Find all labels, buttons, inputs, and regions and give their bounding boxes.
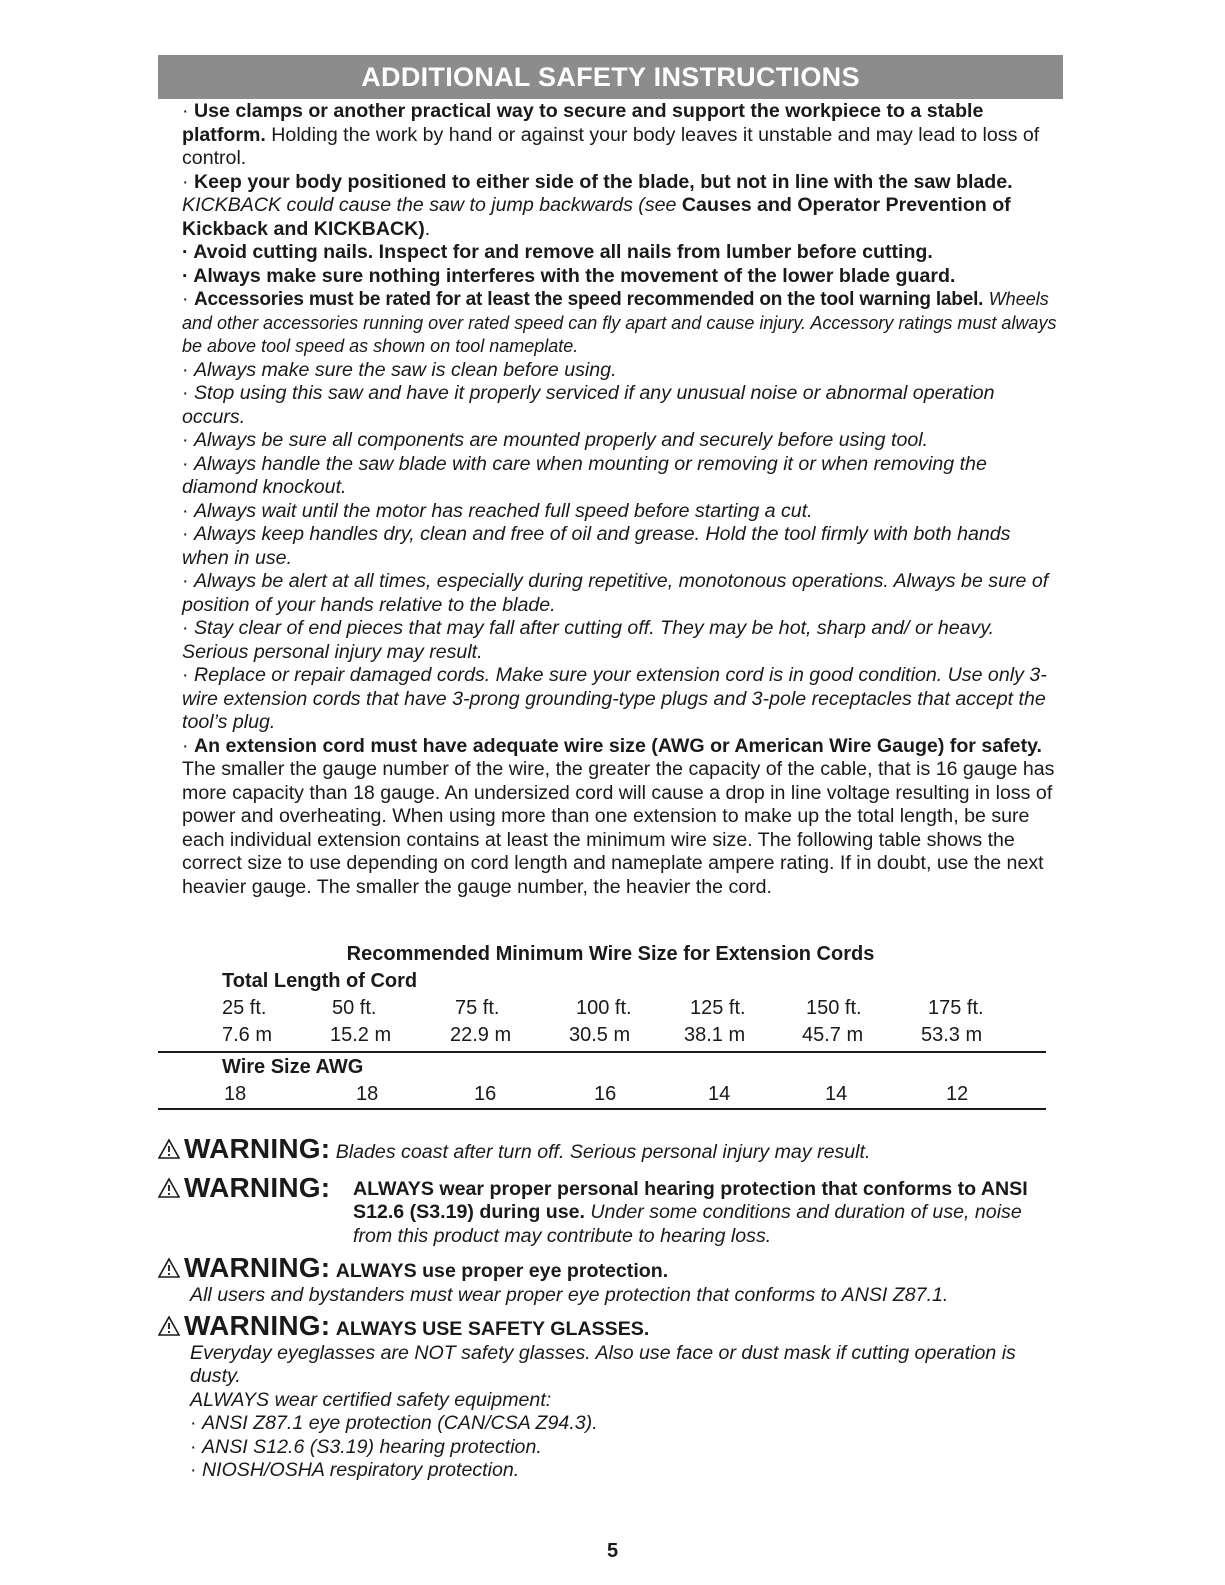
list-item: · Stop using this saw and have it properly serviced if any unusual noise or abnormal operation occurs. [182,382,995,428]
instruction-italic: Always be sure all components are mounted properly and securely before using tool. [193,429,929,451]
instruction-italic: Always keep handles dry, clean and free of oil and grease. Hold the tool firmly with both hands when in use. [182,523,1011,569]
warning-bold-text: ALWAYS use proper eye protection. [335,1260,669,1282]
page-number: 5 [606,1540,619,1562]
list-item: · ANSI Z87.1 eye protection (CAN/CSA Z94.3). [190,1412,598,1434]
table-cell: 12 [946,1083,969,1105]
warning-label: WARNING: [184,1172,331,1203]
table-cell: 150 ft. [806,997,862,1019]
list-item: · Always make sure nothing interferes with the movement of the lower blade guard. [182,264,956,287]
warning-block [158,1252,1063,1307]
table-cell: 14 [708,1083,731,1105]
table-row-feet [222,997,1042,1021]
warning-label: WARNING: [184,1252,331,1283]
table-cell: 16 [594,1083,617,1105]
list-item: · Stay clear of end pieces that may fall after cutting off. They may be hot, sharp and/ or heavy. Serious personal injury may result. [182,617,995,663]
table-row-awg [222,1083,1042,1107]
list-item: · ANSI S12.6 (S3.19) hearing protection. [190,1435,542,1458]
warning-text: All users and bystanders must wear proper eye protection that conforms to ANSI Z87.1. [190,1283,949,1306]
list-item: · Always be sure all components are mounted properly and securely before using tool. [182,429,929,451]
table-cell: 45.7 m [802,1024,864,1046]
list-item: · Keep your body positioned to either side of the blade, but not in line with the saw blade. KICKBACK could cause the saw to jump backwards (see Causes and Operator Prevention of Kickback and KICKBACK). [182,170,1013,240]
instruction-italic: Wheels and other accessories running over rated speed can fly apart and cause injury. Accessory ratings must always be above tool speed as shown on tool nameplate. [182,289,1057,356]
instruction-reference: Causes and Operator Prevention of Kickback and KICKBACK) [182,194,1011,240]
warning-triangle-icon [158,1177,180,1199]
warning-block [158,1133,1063,1165]
warning-block [158,1310,1063,1483]
table-cell: 14 [825,1083,848,1105]
instruction-text: Holding the work by hand or against your body leaves it unstable and may lead to loss of control. [182,123,1040,169]
section-header: ADDITIONAL SAFETY INSTRUCTIONS [158,55,1063,99]
list-item-text: ANSI Z87.1 eye protection (CAN/CSA Z94.3). [201,1412,598,1434]
instruction-bold: Keep your body positioned to either side of the blade, but not in line with the saw blade. [193,170,1013,193]
list-item: · Use clamps or another practical way to secure and support the workpiece to a stable platform. Holding the work by hand or against your body leaves it unstable and may lead to loss of control. [182,100,1040,169]
warning-text: ALWAYS wear certified safety equipment: [190,1388,552,1411]
instruction-italic: Stop using this saw and have it properly serviced if any unusual noise or abnormal operation occurs. [182,382,995,428]
table-awg-label: Wire Size AWG [222,1056,364,1078]
table-cell: 53.3 m [921,1024,983,1046]
warning-triangle-icon [158,1315,180,1337]
list-item: · NIOSH/OSHA respiratory protection. [190,1459,520,1481]
instruction-text: The smaller the gauge number of the wire, the greater the capacity of the cable, that is 16 gauge has more capacity than 18 gauge. An undersized cord will cause a drop in line voltage resulting in loss of power and overheating. When using more than one extension to make up the total length, be sure each individual extension contains at least the minimum wire size. The following table shows the correct size to use depending on cord length and nameplate ampere rating. If in doubt, use the next heavier gauge. The smaller the gauge number, the heavier the cord. [182,758,1055,898]
table-cell: 100 ft. [576,997,632,1019]
table-cell: 25 ft. [222,997,267,1019]
warning-bold-text: ALWAYS USE SAFETY GLASSES. [335,1318,650,1340]
table-divider [158,1051,1046,1053]
table-cell: 22.9 m [450,1024,512,1046]
table-length-label: Total Length of Cord [222,970,418,992]
table-divider [158,1108,1046,1110]
table-cell: 18 [356,1083,379,1105]
warning-text: Everyday eyeglasses are NOT safety glasses. Also use face or dust mask if cutting operation is dusty. [190,1341,1016,1387]
safety-instructions [182,100,1062,899]
list-item: · Always be alert at all times, especially during repetitive, monotonous operations. Always be sure of position of your hands relative to the blade. [182,570,1049,616]
instruction-bold: Avoid cutting nails. Inspect for and remove all nails from lumber before cutting. [193,241,933,263]
warning-triangle-icon [158,1138,180,1160]
table-title: Recommended Minimum Wire Size for Extension Cords [346,943,875,965]
instruction-italic: KICKBACK could cause the saw to jump backwards (see [182,194,677,216]
instruction-italic: Stay clear of end pieces that may fall after cutting off. They may be hot, sharp and/ or heavy. Serious personal injury may result. [182,617,995,663]
instruction-bold: An extension cord must have adequate wire size (AWG or American Wire Gauge) for safety. [193,734,1042,757]
table-cell: 16 [474,1083,497,1105]
instruction-bold: Always make sure nothing interferes with the movement of the lower blade guard. [193,264,956,287]
instruction-italic: Always make sure the saw is clean before using. [193,358,617,381]
table-cell: 38.1 m [684,1024,746,1046]
list-item: · Always wait until the motor has reached full speed before starting a cut. [182,499,813,522]
warning-label: WARNING: [184,1310,331,1341]
list-item: · Replace or repair damaged cords. Make sure your extension cord is in good condition. Use only 3-wire extension cords that have 3-prong grounding-type plugs and 3-pole receptacles that accept the tool’s plug. [182,664,1047,733]
table-cell: 50 ft. [332,997,377,1019]
warning-bold-text: ALWAYS wear proper personal hearing protection that conforms to ANSI S12.6 (S3.19) during use. [353,1177,1028,1223]
table-cell: 15.2 m [330,1024,392,1046]
list-item-text: NIOSH/OSHA respiratory protection. [201,1459,520,1481]
instruction-italic: Always be alert at all times, especially during repetitive, monotonous operations. Always be sure of position of your hands relative to the blade. [182,570,1049,616]
list-item: · Accessories must be rated for at least the speed recommended on the tool warning label. Wheels and other accessories running over rated speed can fly apart and cause injury. Accessory ratings must always be above tool speed as shown on tool nameplate. [182,288,1057,356]
warning-block [158,1172,1063,1248]
list-item: · Always keep handles dry, clean and free of oil and grease. Hold the tool firmly with both hands when in use. [182,523,1011,569]
instruction-italic: Always handle the saw blade with care when mounting or removing it or when removing the diamond knockout. [182,452,987,498]
instruction-italic: Replace or repair damaged cords. Make sure your extension cord is in good condition. Use only 3-wire extension cords that have 3-prong grounding-type plugs and 3-pole receptacles that accept the tool’s plug. [182,664,1047,733]
table-cell: 7.6 m [222,1024,273,1046]
warning-label: WARNING: [184,1133,331,1164]
list-item: · Always make sure the saw is clean before using. [182,358,617,381]
table-cell: 175 ft. [928,997,984,1019]
table-row-meters [222,1024,1042,1048]
warning-triangle-icon [158,1257,180,1279]
list-item-text: ANSI S12.6 (S3.19) hearing protection. [201,1435,542,1458]
instruction-italic: Always wait until the motor has reached full speed before starting a cut. [193,499,813,522]
instruction-bold: Use clamps or another practical way to secure and support the workpiece to a stable platform. [182,100,984,146]
table-cell: 125 ft. [690,997,746,1019]
warning-text: Blades coast after turn off. Serious personal injury may result. [335,1141,871,1163]
list-item: · Always handle the saw blade with care when mounting or removing it or when removing the diamond knockout. [182,452,987,498]
list-item: · An extension cord must have adequate wire size (AWG or American Wire Gauge) for safety. The smaller the gauge number of the wire, the greater the capacity of the cable, that is 16 gauge has more capacity than 18 gauge. An undersized cord will cause a drop in line voltage resulting in loss of power and overheating. When using more than one extension to make up the total length, be sure each individual extension contains at least the minimum wire size. The following table shows the correct size to use depending on cord length and nameplate ampere rating. If in doubt, use the next heavier gauge. The smaller the gauge number, the heavier the cord. [182,734,1055,898]
list-item: · Avoid cutting nails. Inspect for and remove all nails from lumber before cutting. [182,241,933,263]
table-cell: 18 [224,1083,247,1105]
table-cell: 30.5 m [569,1024,631,1046]
warning-text: Under some conditions and duration of use, noise from this product may contribute to hearing loss. [353,1201,1022,1247]
instruction-bold: Accessories must be rated for at least the speed recommended on the tool warning label. [193,289,984,310]
table-cell: 75 ft. [455,997,500,1019]
